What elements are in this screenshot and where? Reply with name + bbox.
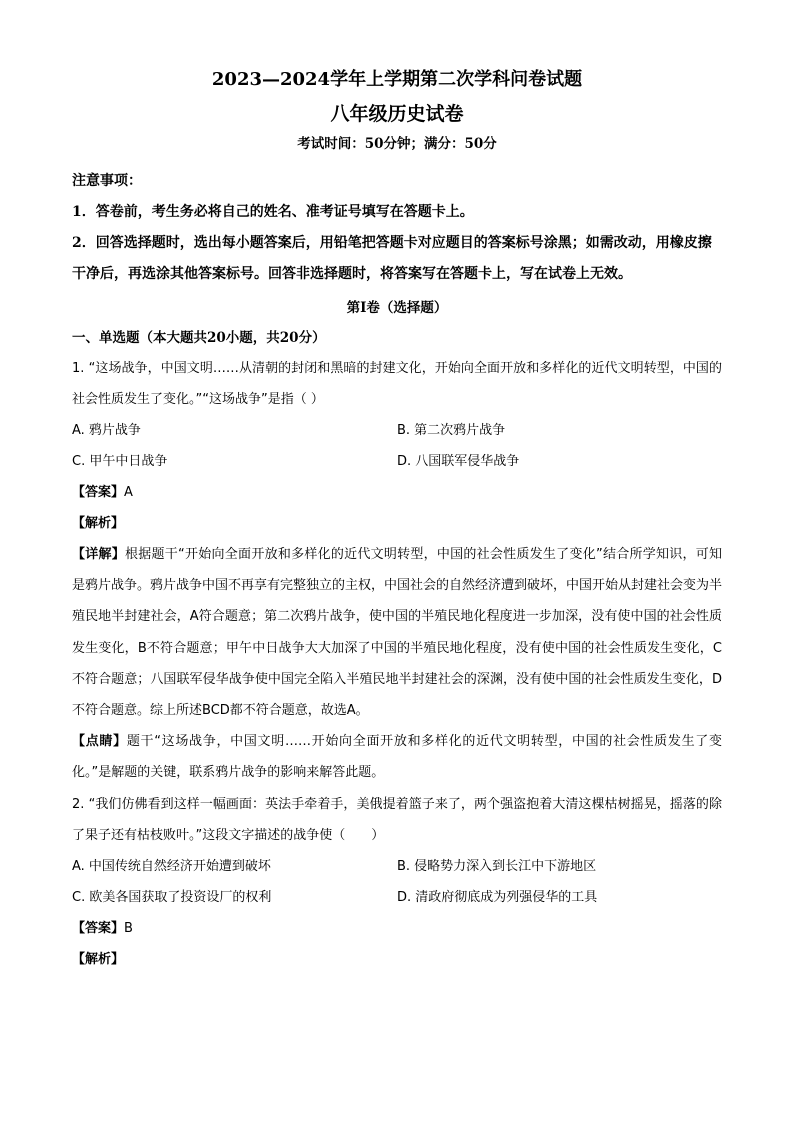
question-1-answer: [72, 477, 722, 508]
analysis-tag: 【解析】: [72, 951, 125, 967]
part-title: 第Ⅰ卷（选择题）: [346, 300, 448, 316]
question-2-stem: 2. “我们仿佛看到这样一幅画面：英法手牵着手，美俄提着篮子来了，两个强盗抱着大清这棵枯树摇晃，摇落的除了果子还有枯枝败叶。”这段文字描述的战争使（ ）: [72, 796, 722, 843]
question-2-option-a: A. 中国传统自然经济开始遭到破坏: [72, 858, 271, 874]
exam-title: 2023—2024学年上学期第二次学科问卷试题: [211, 69, 583, 90]
question-1-option-d: D. 八国联军侵华战争: [397, 454, 520, 469]
question-1-option-b: B. 第二次鸦片战争: [397, 423, 506, 438]
question-1-point: [72, 726, 722, 788]
exam-subtitle: 八年级历史试卷: [330, 103, 464, 125]
answer-value: A: [124, 485, 133, 500]
question-2-option-c: C. 欧美各国获取了投资设厂的权利: [72, 889, 272, 905]
notes-heading: 注意事项：: [72, 173, 142, 189]
question-1-stem: 1. “这场战争，中国文明……从清朝的封闭和黑暗的封建文化，开始向全面开放和多样化的近代文明转型，中国的社会性质发生了变化。”“这场战争”是指（ ）: [72, 361, 722, 407]
exam-info: 考试时间：50分钟；满分：50分: [297, 136, 497, 152]
question-1-option-c: C. 甲午中日战争: [72, 454, 168, 469]
question-1-detail: [72, 539, 722, 726]
note-item-1: 1．答卷前，考生务必将自己的姓名、准考证号填写在答题卡上。: [72, 204, 474, 220]
question-1-option-a: A. 鸦片战争: [72, 423, 141, 438]
section-title: 一、单选题（本大题共20小题，共20分）: [72, 330, 326, 346]
question-2-options: [72, 851, 722, 913]
analysis-tag: 【解析】: [72, 516, 125, 531]
question-2-answer: [72, 913, 722, 944]
note-item-2: 2．回答选择题时，选出每小题答案后，用铅笔把答题卡对应题目的答案标号涂黑；如需改动，用橡皮擦干净后，再选涂其他答案标号。回答非选择题时，将答案写在答题卡上，写在试卷上无效。: [72, 235, 712, 282]
question-1-options: [72, 415, 722, 477]
answer-value: B: [124, 920, 133, 936]
question-1-analysis: [72, 508, 722, 539]
answer-tag: 【答案】: [72, 485, 125, 500]
point-text: 题干“这场战争，中国文明……开始向全面开放和多样化的近代文明转型，中国的社会性质发生了变化。”是解题的关键，联系鸦片战争的影响来解答此题。: [72, 734, 722, 781]
point-tag: 【点睛】: [72, 734, 127, 750]
question-2-analysis: [72, 944, 722, 975]
exam-page: [72, 66, 722, 975]
detail-text: 根据题干“开始向全面开放和多样化的近代文明转型，中国的社会性质发生了变化”结合所学知识，可知是鸦片战争。鸦片战争中国不再享有完整独立的主权，中国社会的自然经济遭到破坏，中国开始从封建社会变为半殖民地半封建社会，A符合题意；第二次鸦片战争，使中国的半殖民地化程度进一步加深，没有使中国的社会性质发生变化，B不符合题意；甲午中日战争大大加深了中国的半殖民地化程度，没有使中国的社会性质发生变化，C不符合题意；八国联军侵华战争使中国完全陷入半殖民地半封建社会的深渊，没有使中国的社会性质发生变化，D不符合题意。综上所述BCD都不符合题意，故选A。: [72, 547, 723, 719]
question-2-option-b: B. 侵略势力深入到长江中下游地区: [397, 858, 597, 874]
detail-tag: 【详解】: [72, 547, 126, 562]
question-2-option-d: D. 清政府彻底成为列强侵华的工具: [397, 889, 598, 905]
answer-tag: 【答案】: [72, 920, 125, 936]
